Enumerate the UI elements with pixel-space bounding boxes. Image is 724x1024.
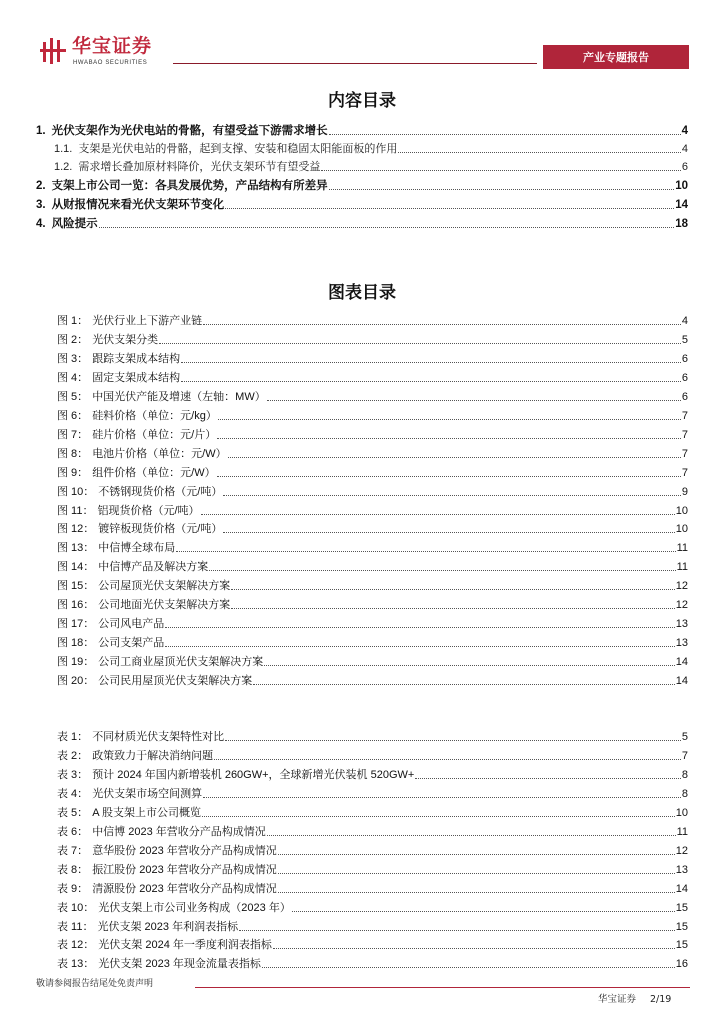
figure-title: 铝现货价格（元/吨） (97, 504, 200, 517)
table-entry[interactable] (36, 823, 688, 839)
figure-page: 6 (681, 352, 688, 365)
figure-entry[interactable] (36, 577, 688, 593)
logo-mark-icon (40, 36, 66, 66)
figure-title: 电池片价格（单位：元/W） (92, 447, 227, 460)
figure-page: 6 (681, 371, 688, 384)
dot-leader (214, 759, 681, 760)
toc-entry-number: 1.2. (54, 161, 73, 173)
table-title: 光伏支架上市公司业务构成（2023 年） (98, 901, 291, 914)
table-title: 光伏支架 2024 年一季度利润表指标 (98, 939, 272, 952)
table-page: 14 (675, 882, 688, 895)
figure-entry[interactable] (36, 445, 688, 461)
footer-divider (195, 987, 690, 988)
figure-page: 12 (675, 599, 688, 612)
table-label: 表 4： (57, 787, 89, 800)
table-label: 表 10： (57, 901, 95, 914)
table-entry[interactable] (36, 747, 688, 763)
figure-entry[interactable] (36, 407, 688, 423)
figure-entry[interactable] (36, 369, 688, 385)
dot-leader (278, 854, 675, 855)
figure-page: 7 (681, 466, 688, 479)
figure-page: 10 (675, 523, 688, 536)
figure-entry[interactable] (36, 502, 688, 518)
table-page: 11 (676, 825, 688, 838)
toc-entry-title: 支架是光伏电站的骨骼，起到支撑、安装和稳固太阳能面板的作用 (78, 143, 398, 155)
table-entry[interactable] (36, 766, 688, 782)
dot-leader (176, 551, 675, 552)
figure-entry[interactable] (36, 615, 688, 631)
figure-entry[interactable] (36, 331, 688, 347)
dot-leader (217, 438, 681, 439)
figure-title: 组件价格（单位：元/W） (92, 466, 216, 479)
toc-entry-page: 14 (675, 199, 688, 211)
table-entry[interactable] (36, 880, 688, 896)
figure-entry[interactable] (36, 653, 688, 669)
table-entry[interactable] (36, 955, 688, 971)
figure-label: 图 9： (57, 466, 89, 479)
figure-page: 13 (675, 618, 688, 631)
figure-label: 图 12： (57, 523, 95, 536)
table-label: 表 3： (57, 768, 89, 781)
table-title: 振江股份 2023 年营收分产品构成情况 (92, 863, 277, 876)
toc-entry-title: 支架上市公司一览：各具发展优势，产品结构有所差异 (51, 180, 328, 192)
dot-leader (329, 189, 675, 190)
dot-leader (231, 589, 674, 590)
toc-entry-page: 6 (681, 161, 688, 173)
dot-leader (181, 381, 681, 382)
toc-entry-title: 光伏支架作为光伏电站的骨骼，有望受益下游需求增长 (51, 125, 328, 137)
dot-leader (321, 170, 681, 171)
table-label: 表 7： (57, 844, 89, 857)
table-page: 15 (675, 939, 688, 952)
figure-entry[interactable] (36, 596, 688, 612)
figure-title: 公司民用屋顶光伏支架解决方案 (98, 675, 253, 688)
figure-title: 中国光伏产能及增速（左轴：MW） (92, 390, 266, 403)
figure-page: 11 (676, 542, 688, 555)
report-type-badge: 产业专题报告 (543, 45, 689, 69)
dot-leader (267, 835, 676, 836)
table-label: 表 5： (57, 806, 89, 819)
company-logo (40, 36, 170, 68)
figure-title: 公司工商业屋顶光伏支架解决方案 (98, 656, 264, 669)
table-title: 光伏支架 2023 年利润表指标 (97, 920, 239, 933)
table-page: 13 (675, 863, 688, 876)
figure-label: 图 3： (57, 352, 89, 365)
toc-entry[interactable] (36, 140, 688, 156)
figure-label: 图 19： (57, 656, 95, 669)
figure-page: 11 (676, 561, 688, 574)
figure-label: 图 20： (57, 675, 95, 688)
dot-leader (231, 608, 674, 609)
dot-leader (225, 740, 681, 741)
table-entry[interactable] (36, 785, 688, 801)
figure-page: 9 (681, 485, 688, 498)
table-entry[interactable] (36, 842, 688, 858)
dot-leader (267, 400, 681, 401)
figure-entry[interactable] (36, 426, 688, 442)
figure-page: 7 (681, 428, 688, 441)
table-label: 表 8： (57, 863, 89, 876)
toc-entry[interactable] (36, 177, 688, 193)
toc-entry[interactable] (36, 122, 688, 138)
table-label: 表 1： (57, 731, 89, 743)
dot-leader (202, 816, 675, 817)
logo-english-name: HWABAO SECURITIES (73, 60, 148, 66)
table-label: 表 6： (57, 825, 89, 838)
figure-entry[interactable] (36, 558, 688, 574)
dot-leader (278, 892, 675, 893)
figure-label: 图 1： (57, 315, 89, 327)
footer-disclaimer: 敬请参阅报告结尾处免责声明 (36, 979, 154, 989)
dot-leader (398, 152, 681, 153)
figure-title: 公司风电产品 (98, 618, 165, 631)
figure-entry[interactable] (36, 464, 688, 480)
table-title: 光伏支架 2023 年现金流量表指标 (98, 958, 261, 971)
dot-leader (217, 476, 681, 477)
figure-title: 光伏支架分类 (92, 333, 159, 346)
toc-entry-number: 3. (36, 199, 46, 211)
figures-title: 图表目录 (328, 283, 396, 303)
dot-leader (273, 948, 675, 949)
dot-leader (218, 419, 681, 420)
page-number: 2/19 (650, 994, 672, 1005)
toc-entry-page: 4 (681, 143, 688, 155)
figure-title: 公司屋顶光伏支架解决方案 (98, 580, 231, 593)
table-entry[interactable] (36, 728, 688, 744)
figure-label: 图 11： (57, 504, 94, 517)
toc-entry-page: 10 (675, 180, 688, 192)
figure-entry[interactable] (36, 520, 688, 536)
dot-leader (165, 627, 674, 628)
figure-label: 图 16： (57, 599, 95, 612)
table-title: 预计 2024 年国内新增装机 260GW+，全球新增光伏装机 520GW+ (92, 768, 415, 781)
dot-leader (415, 778, 681, 779)
figure-label: 图 10： (57, 485, 95, 498)
table-page: 15 (675, 901, 688, 914)
toc-entry-title: 从财报情况来看光伏支架环节变化 (51, 199, 225, 211)
figure-title: 固定支架成本结构 (92, 371, 181, 384)
toc-entry-page: 4 (681, 125, 688, 137)
figure-entry[interactable] (36, 483, 688, 499)
table-title: 不同材质光伏支架特性对比 (92, 731, 225, 743)
figure-page: 14 (675, 675, 688, 688)
contents-title: 内容目录 (328, 91, 396, 111)
dot-leader (203, 324, 681, 325)
table-page: 7 (681, 749, 688, 762)
toc-entry-title: 风险提示 (51, 218, 98, 230)
figure-entry[interactable] (36, 350, 688, 366)
figure-page: 7 (681, 409, 688, 422)
toc-entry-title: 需求增长叠加原材料降价，光伏支架环节有望受益 (78, 161, 321, 173)
toc-entry[interactable] (36, 215, 688, 231)
toc-entry[interactable] (36, 196, 688, 212)
dot-leader (223, 495, 681, 496)
figure-title: 公司地面光伏支架解决方案 (98, 599, 231, 612)
toc-entry-number: 1. (36, 125, 46, 137)
table-label: 表 12： (57, 939, 95, 952)
toc-entry-number: 4. (36, 218, 46, 230)
dot-leader (239, 930, 675, 931)
dot-leader (223, 532, 674, 533)
dot-leader (203, 797, 681, 798)
dot-leader (262, 967, 675, 968)
table-title: 中信博 2023 年营收分产品构成情况 (92, 825, 266, 838)
figure-entry[interactable] (36, 634, 688, 650)
figure-entry[interactable] (36, 672, 688, 688)
figure-label: 图 14： (57, 561, 95, 574)
table-entry[interactable] (36, 899, 688, 915)
dot-leader (329, 134, 681, 135)
logo-chinese-name: 华宝证券 (72, 35, 153, 57)
figure-title: 镀锌板现货价格（元/吨） (98, 523, 223, 536)
figure-page: 7 (681, 447, 688, 460)
figure-title: 公司支架产品 (98, 637, 165, 650)
table-entry[interactable] (36, 918, 688, 934)
table-page: 8 (681, 787, 688, 800)
dot-leader (264, 665, 674, 666)
figure-page: 13 (675, 637, 688, 650)
figure-page: 4 (681, 315, 688, 327)
dot-leader (292, 911, 675, 912)
dot-leader (181, 362, 681, 363)
figure-label: 图 13： (57, 542, 95, 555)
figure-label: 图 18： (57, 637, 95, 650)
figure-label: 图 4： (57, 371, 89, 384)
table-page: 15 (675, 920, 688, 933)
figure-page: 14 (675, 656, 688, 669)
figure-page: 6 (681, 390, 688, 403)
figure-title: 硅片价格（单位：元/片） (92, 428, 217, 441)
dot-leader (225, 208, 674, 209)
table-page: 16 (675, 958, 688, 971)
figure-label: 图 17： (57, 618, 95, 631)
figure-label: 图 6： (57, 409, 89, 422)
figure-page: 5 (681, 333, 688, 346)
table-entry[interactable] (36, 936, 688, 952)
dot-leader (159, 343, 681, 344)
toc-entry[interactable] (36, 158, 688, 174)
table-label: 表 11： (57, 920, 94, 933)
figure-entry[interactable] (36, 539, 688, 555)
dot-leader (209, 570, 675, 571)
dot-leader (201, 514, 675, 515)
toc-entry-number: 2. (36, 180, 46, 192)
figure-entry[interactable] (36, 388, 688, 404)
dot-leader (278, 873, 675, 874)
figure-label: 图 15： (57, 580, 95, 593)
toc-entry-number: 1.1. (54, 143, 73, 155)
figure-label: 图 7： (57, 428, 89, 441)
table-entry[interactable] (36, 861, 688, 877)
table-title: 意华股份 2023 年营收分产品构成情况 (92, 844, 277, 857)
figure-page: 10 (675, 504, 688, 517)
table-title: 光伏支架市场空间测算 (92, 787, 203, 800)
table-page: 10 (675, 806, 688, 819)
figure-title: 中信博产品及解决方案 (98, 561, 209, 574)
dot-leader (228, 457, 681, 458)
table-label: 表 13： (57, 958, 95, 971)
dot-leader (253, 684, 674, 685)
table-page: 5 (681, 731, 688, 743)
figure-title: 跟踪支架成本结构 (92, 352, 181, 365)
table-label: 表 2： (57, 749, 89, 762)
table-title: 清源股份 2023 年营收分产品构成情况 (92, 882, 277, 895)
figure-page: 12 (675, 580, 688, 593)
table-title: A 股支架上市公司概览 (92, 806, 201, 819)
table-page: 8 (681, 768, 688, 781)
dot-leader (165, 646, 674, 647)
figure-label: 图 8： (57, 447, 89, 460)
header-divider (173, 63, 537, 64)
table-page: 12 (675, 844, 688, 857)
table-title: 政策致力于解决消纳问题 (92, 749, 214, 762)
figure-title: 硅料价格（单位：元/kg） (92, 409, 217, 422)
table-entry[interactable] (36, 804, 688, 820)
figure-title: 中信博全球布局 (98, 542, 176, 555)
dot-leader (99, 227, 675, 228)
table-label: 表 9： (57, 882, 89, 895)
figure-title: 不锈钢现货价格（元/吨） (98, 485, 223, 498)
figure-label: 图 2： (57, 333, 89, 346)
figure-title: 光伏行业上下游产业链 (92, 315, 203, 327)
figure-label: 图 5： (57, 390, 89, 403)
figure-entry[interactable] (36, 312, 688, 328)
footer-brand: 华宝证券 (598, 994, 637, 1005)
toc-entry-page: 18 (675, 218, 688, 230)
